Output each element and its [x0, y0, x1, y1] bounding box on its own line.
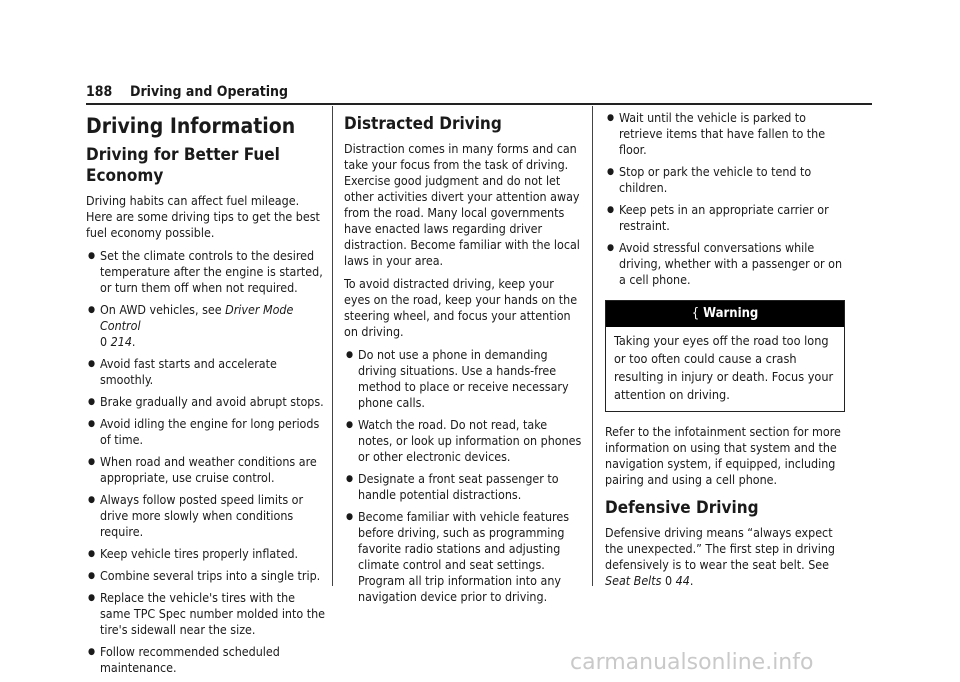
warning-box — [605, 300, 845, 412]
list-item: ● Avoid stressful conversations while driving, whether with a passenger or on a cell phone. — [607, 240, 843, 287]
bullet-icon: ● — [88, 419, 96, 429]
list-item: ● Brake gradually and avoid abrupt stops. — [88, 394, 324, 409]
page-number: 188 — [86, 84, 113, 100]
header-rule — [86, 103, 872, 105]
page-ref-link[interactable]: 44 — [675, 573, 690, 588]
bullet-icon: ● — [88, 397, 96, 407]
bullet-icon: ● — [607, 167, 615, 177]
section-title: Driving and Operating — [130, 84, 289, 100]
bullet-icon: ● — [346, 420, 354, 430]
warning-header — [606, 301, 844, 327]
column-divider — [332, 106, 333, 586]
bullet-icon: ● — [607, 113, 615, 123]
distracted-para-1: Distraction comes in many forms and can take your focus from the task of driving. Exercise good judgment and do not let other activities divert your attention away from the road. Many local governments have enacted laws regarding driver distraction. Become familiar with the local laws in your area. — [344, 141, 580, 268]
list-item: ● Keep vehicle tires properly inflated. — [88, 546, 299, 561]
page-header — [86, 84, 288, 100]
column-divider — [592, 106, 593, 586]
bullet-icon: ● — [88, 593, 96, 603]
defensive-driving-heading: Defensive Driving — [605, 498, 759, 518]
bullet-icon: ● — [88, 305, 96, 315]
bullet-icon: ● — [88, 359, 96, 369]
column-1 — [86, 106, 326, 682]
fuel-economy-heading: Driving for Better Fuel Economy — [86, 145, 280, 186]
bullet-icon: ● — [346, 350, 354, 360]
page-title: Driving Information — [86, 114, 296, 138]
page-ref-arrow-icon: 0 — [665, 573, 673, 588]
list-item: ● Keep pets in an appropriate carrier or restraint. — [607, 202, 829, 233]
column-3 — [605, 106, 845, 596]
list-item: ● Watch the road. Do not read, take notes, or look up information on phones or other electronic devices. — [346, 417, 582, 464]
distraction-tips-list — [344, 347, 582, 605]
list-item: ● Replace the vehicle's tires with the same TPC Spec number molded into the tire's sidewall near the size. — [88, 590, 326, 637]
bullet-icon: ● — [88, 495, 96, 505]
list-item: ● On AWD vehicles, see Driver Mode Control 0 214. — [88, 302, 294, 349]
infotainment-reference: Refer to the infotainment section for more information on using that system and the navigation system, if equipped, including pairing and using a cell phone. — [605, 424, 841, 487]
page-ref-link[interactable]: 214 — [110, 334, 132, 349]
page-ref-arrow-icon: 0 — [100, 334, 108, 349]
bullet-icon: ● — [607, 205, 615, 215]
list-item: ● Combine several trips into a single trip. — [88, 568, 321, 583]
warning-text: Taking your eyes off the road too long or too often could cause a crash resulting in injury or death. Focus your attention on driving. — [614, 333, 834, 402]
distracted-para-2: To avoid distracted driving, keep your eyes on the road, keep your hands on the steering wheel, and focus your attention on driving. — [344, 276, 578, 339]
watermark: carmanualsonline.info — [570, 650, 814, 675]
warning-icon: { — [691, 306, 700, 321]
bullet-icon: ● — [88, 647, 96, 657]
bullet-icon: ● — [88, 549, 96, 559]
list-item: ● When road and weather conditions are appropriate, use cruise control. — [88, 454, 317, 485]
distraction-tips-list-continued — [605, 110, 845, 288]
cross-reference-link[interactable]: Seat Belts — [605, 573, 662, 588]
fuel-tips-list — [86, 248, 326, 676]
list-item: ● Set the climate controls to the desired temperature after the engine is started, or turn them off when not required. — [88, 248, 323, 295]
bullet-icon: ● — [607, 243, 615, 253]
list-item: ● Avoid idling the engine for long periods of time. — [88, 416, 320, 447]
warning-title: Warning — [703, 306, 759, 321]
list-item: ● Avoid fast starts and accelerate smoothly. — [88, 356, 277, 387]
defensive-driving-text: Defensive driving means “always expect the unexpected.” The first step in driving defensively is to wear the seat belt. See Seat Belts 0 44. — [605, 525, 835, 588]
fuel-economy-intro: Driving habits can affect fuel mileage. Here are some driving tips to get the best fuel economy possible. — [86, 193, 320, 240]
distracted-driving-heading: Distracted Driving — [344, 114, 502, 134]
list-item: ● Designate a front seat passenger to handle potential distractions. — [346, 471, 559, 502]
bullet-icon: ● — [88, 571, 96, 581]
bullet-icon: ● — [346, 512, 354, 522]
list-item: ● Become familiar with vehicle features before driving, such as programming favorite radio stations and adjusting climate control and seat settings. Program all trip information into any navigation device prior to driving. — [346, 509, 570, 604]
column-2 — [344, 106, 582, 611]
bullet-icon: ● — [88, 457, 96, 467]
list-item: ● Always follow posted speed limits or drive more slowly when conditions require. — [88, 492, 304, 539]
list-item: ● Wait until the vehicle is parked to retrieve items that have fallen to the floor. — [607, 110, 826, 157]
list-item: ● Do not use a phone in demanding driving situations. Use a hands-free method to place or receive necessary phone calls. — [346, 347, 569, 410]
cross-reference-link[interactable]: Driver Mode Control — [100, 302, 294, 333]
bullet-icon: ● — [346, 474, 354, 484]
list-item: ● Follow recommended scheduled maintenance. — [88, 644, 280, 675]
list-item: ● Stop or park the vehicle to tend to children. — [607, 164, 812, 195]
bullet-icon: ● — [88, 251, 96, 261]
